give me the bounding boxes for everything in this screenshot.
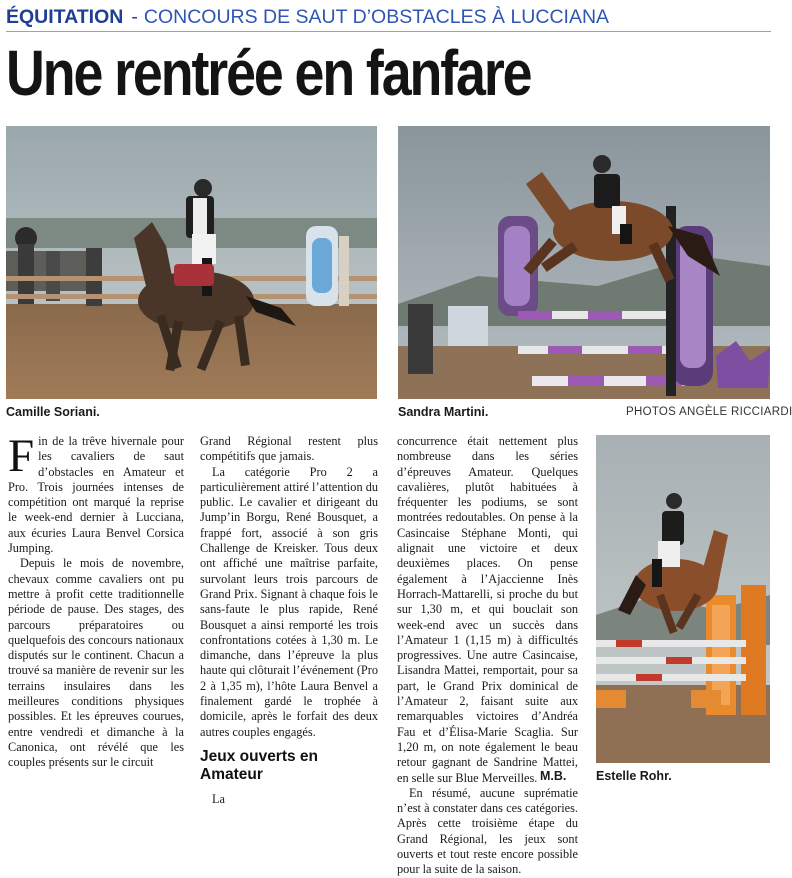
photo-caption-1: Camille Soriani. bbox=[6, 405, 100, 419]
article-paragraph-continued: Grand Régional restent plus compétitifs que jamais. bbox=[200, 434, 378, 464]
kicker-subject: CONCOURS DE SAUT D’OBSTACLES À LUCCIANA bbox=[143, 6, 610, 28]
article-paragraph: En résumé, aucune suprématie n’est à constater dans ces catégories. Après cette troisième étape du Grand Régional, les jeux sont ouverts et tout reste encore possible pour la suite de la saison. bbox=[397, 785, 578, 877]
article-paragraph: La bbox=[212, 791, 225, 806]
rubric-label: ÉQUITATION bbox=[6, 6, 124, 28]
article-paragraph bbox=[8, 430, 184, 556]
header-rule bbox=[6, 31, 771, 32]
article-column-3 bbox=[397, 434, 578, 877]
subheading: Jeux ouverts en Amateur bbox=[200, 747, 319, 783]
photo-rider-orange-obstacle bbox=[596, 435, 770, 763]
photo-caption-2: Sandra Martini. bbox=[398, 405, 489, 419]
article-column-1 bbox=[8, 430, 184, 779]
drop-cap: F bbox=[8, 430, 35, 482]
article-paragraph: La catégorie Pro 2 a particulièrement attiré l’attention du public. Le cavalier et dirigeant du Jump’in Borgu, René Bousquet, a frappé fort, associé à son gris Challenge de Kreisker. Tous deux ont affiché une maîtrise parfaite, survolant leurs trois parcours de Grand Prix. Signant à chaque fois le sans-faute le plus rapide, René Bousquet a ainsi remporté les trois confrontations cotées à 1,30 m. Le dimanche, dans l’épreuve la plus haute qui clôturait l’événement (Pro 2 à 1,35 m), l’hôte Laura Benvel a finalement gardé le trophée à domicile, après le forfait des deux autres couples engagés. bbox=[200, 464, 378, 739]
headline: Une rentrée en fanfare bbox=[6, 37, 531, 109]
lead-text: in de la trêve hivernale pour les cavaliers de saut d’obstacles en Amateur et Pro. Trois journées intenses de compétition ont marqué la reprise le week-end dernier à Lucciana, aux écuries Laura Benvel Corsica Jumping. bbox=[8, 434, 184, 556]
photo-rider-jumping bbox=[398, 126, 770, 399]
kicker bbox=[6, 4, 771, 30]
photo-rider-cantering bbox=[6, 126, 377, 399]
article-paragraph: Depuis le mois de novembre, chevaux comme cavaliers ont pu mettre à profit cette traditionnelle période de pause. Des stages, des parcours préparatoires ou quelquefois des concours nationaux disputés sur le continent. Chacun a trouvé sa manière de revenir sur les terrains insulaires dans les meilleures conditions physiques possibles. Et les épreuves courues, entre vendredi et dimanche à la Canonica, ont révélé que les couples présents sur le circuit bbox=[8, 556, 184, 770]
photo-caption-3: Estelle Rohr. bbox=[596, 769, 672, 783]
article-column-2 bbox=[200, 434, 378, 806]
author-signature: M.B. bbox=[540, 769, 567, 783]
kicker-separator: - bbox=[131, 6, 138, 28]
article-paragraph-continued: concurrence était nettement plus nombreuse dans les séries d’épreuves Amateur. Quelques cavalières, plutôt habituées à fréquenter les podiums, se sont montrées redoutables. On pense à la Casincaise Stéphane Monti, qui alignait une victoire et deux deuxièmes places. On pense également à l’Ajaccienne Inès Horrach-Mattarelli, si proche du but sur 1,30 m, et qui bouclait son week-end avec un succès dans l’Amateur 1 (1,15 m) à difficultés progressives. Une autre Casincaise, Lisandra Mattei, remportait, pour sa part, le Grand Prix dominical de l’Amateur 2, faisant suite aux remarquables victoires d’Andréa Fau et d’Élisa-Marie Scaglia. Sur 1,20 m, on note également le beau retour gagnant de Sandrine Mattei, en selle sur Blue Merveilles. bbox=[397, 434, 578, 785]
photo-credit: PHOTOS ANGÈLE RICCIARDI bbox=[626, 406, 792, 418]
